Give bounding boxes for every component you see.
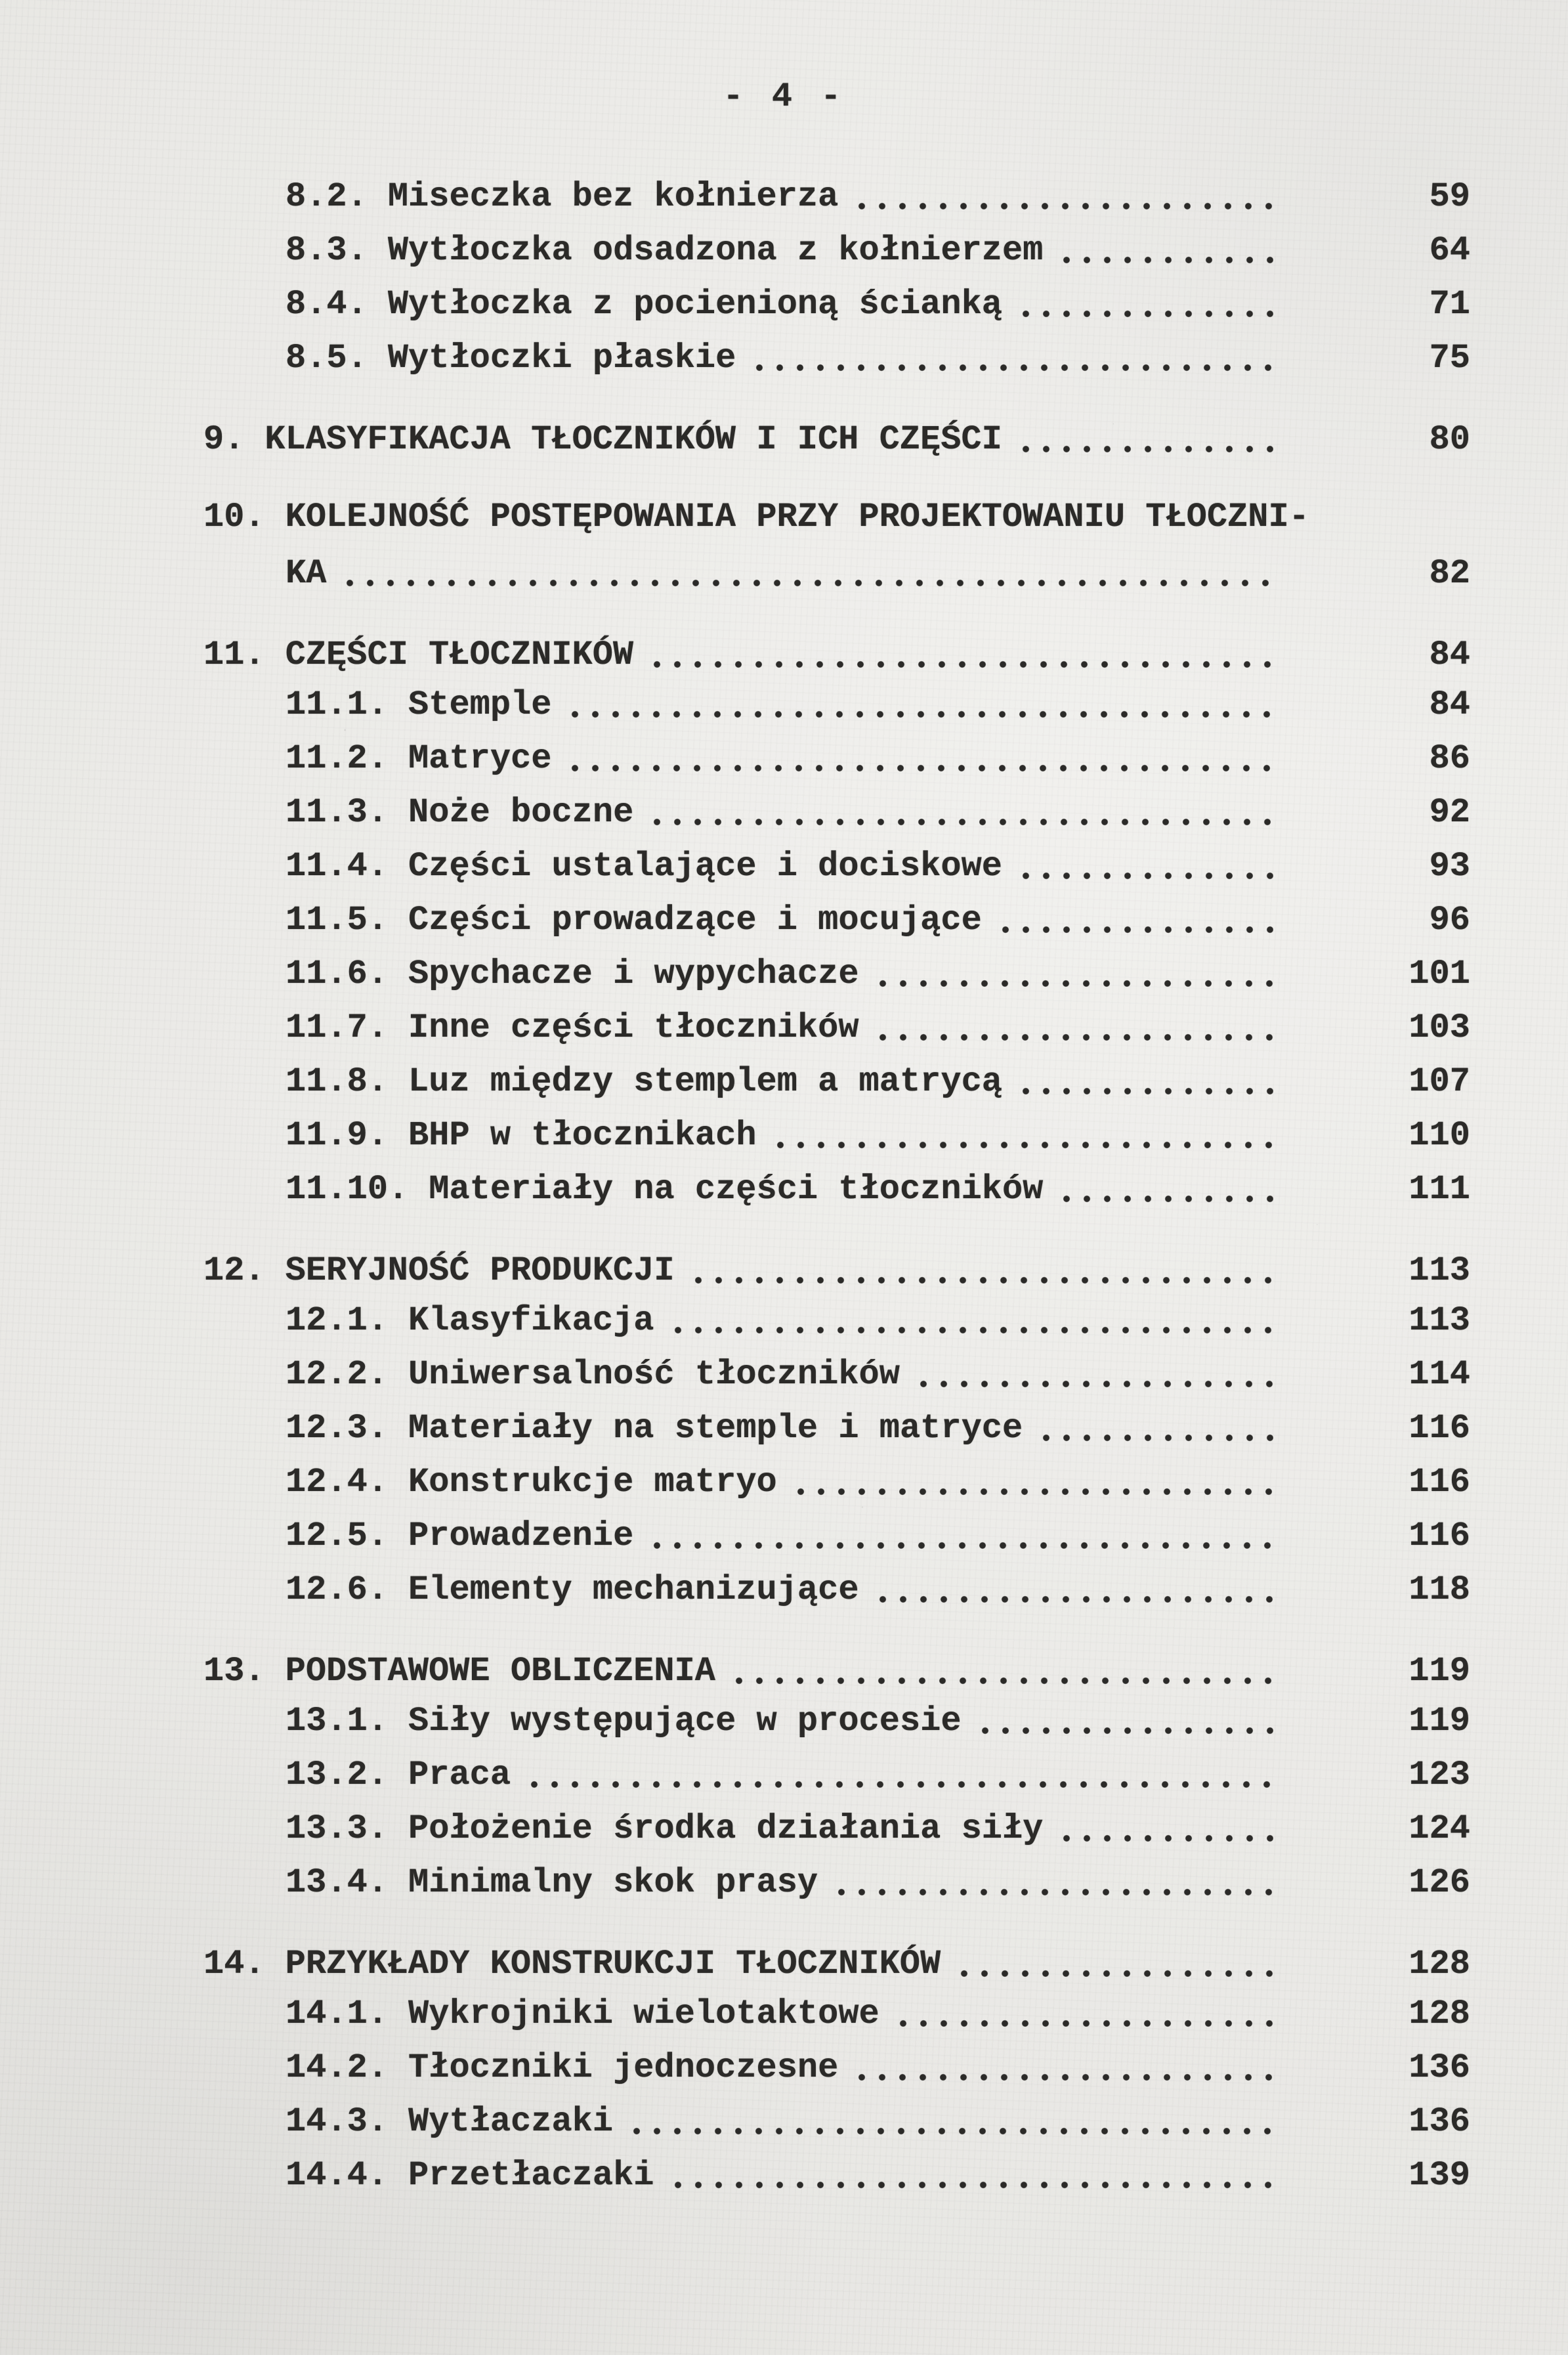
toc-entry-number: 12. bbox=[203, 1251, 265, 1290]
toc-row bbox=[0, 685, 1470, 725]
toc-entry-page-number: 96 bbox=[1429, 901, 1470, 940]
toc-entry-page-number: 126 bbox=[1409, 1863, 1470, 1902]
toc-row bbox=[0, 498, 1470, 537]
dot-leader bbox=[1041, 1433, 1273, 1444]
toc-row bbox=[0, 1756, 1470, 1795]
dot-leader bbox=[693, 1275, 1273, 1286]
toc-entry-title: Klasyfikacja bbox=[408, 1301, 654, 1340]
toc-entry-number: 8.4. bbox=[286, 285, 368, 324]
toc-entry-number: 11.7. bbox=[286, 1008, 389, 1047]
toc-row bbox=[0, 1463, 1470, 1502]
dot-leader bbox=[652, 659, 1273, 670]
toc-entry-number: 11.3. bbox=[286, 793, 389, 832]
dot-leader bbox=[1061, 255, 1273, 266]
toc-row bbox=[0, 1008, 1470, 1048]
dot-leader bbox=[878, 978, 1273, 989]
toc-entry-page-number: 93 bbox=[1429, 847, 1470, 886]
dot-leader bbox=[836, 1887, 1273, 1898]
dot-leader bbox=[1000, 924, 1273, 936]
toc-entry-title: Położenie środka działania siły bbox=[408, 1809, 1044, 1848]
toc-row bbox=[0, 554, 1470, 594]
toc-entry-title: SERYJNOŚĆ PRODUKCJI bbox=[285, 1251, 675, 1290]
toc-entry-title: Matryce bbox=[408, 739, 552, 778]
dot-leader bbox=[345, 578, 1273, 589]
toc-entry-title: Prowadzenie bbox=[408, 1517, 634, 1555]
toc-entry-number: 11.10. bbox=[286, 1170, 409, 1209]
toc-entry-page-number: 128 bbox=[1409, 1945, 1470, 1983]
toc-row bbox=[0, 1652, 1470, 1691]
toc-entry-number: 9. bbox=[203, 420, 245, 459]
toc-entry-title: Luz między stemplem a matrycą bbox=[408, 1062, 1002, 1101]
toc-entry-title: Konstrukcje matryo bbox=[408, 1463, 777, 1502]
dot-leader bbox=[754, 362, 1273, 374]
toc-entry-number: 12.6. bbox=[286, 1570, 389, 1609]
toc-entry-number: 8.5. bbox=[286, 339, 368, 378]
toc-entry-page-number: 110 bbox=[1409, 1116, 1470, 1155]
toc-entry-number: 14.4. bbox=[286, 2156, 389, 2195]
toc-entry-title: Wytłoczki płaskie bbox=[387, 339, 736, 378]
dot-leader bbox=[775, 1140, 1273, 1151]
toc-entry-page-number: 113 bbox=[1409, 1301, 1470, 1340]
toc-entry-title: CZĘŚCI TŁOCZNIKÓW bbox=[285, 636, 634, 674]
toc-entry-title: Miseczka bez kołnierza bbox=[387, 177, 839, 216]
toc-entry-number: 12.3. bbox=[286, 1409, 389, 1448]
toc-list bbox=[0, 177, 1568, 2210]
toc-row bbox=[0, 1863, 1470, 1903]
toc-entry-title: Minimalny skok prasy bbox=[408, 1863, 818, 1902]
toc-entry-page-number: 71 bbox=[1429, 285, 1470, 324]
dot-leader bbox=[898, 2018, 1273, 2029]
toc-entry-title: Wytłoczka odsadzona z kołnierzem bbox=[387, 231, 1044, 270]
toc-entry-title: BHP w tłocznikach bbox=[408, 1116, 757, 1155]
toc-entry-number: 13.3. bbox=[286, 1809, 389, 1848]
toc-entry-title: Uniwersalność tłoczników bbox=[408, 1355, 900, 1394]
toc-entry-page-number: 59 bbox=[1429, 177, 1470, 216]
page-number-header: - 4 - bbox=[723, 77, 845, 116]
toc-entry-title: Przetłaczaki bbox=[408, 2156, 654, 2195]
toc-row bbox=[0, 2048, 1470, 2088]
toc-row bbox=[0, 739, 1470, 779]
toc-entry-page-number: 128 bbox=[1409, 1995, 1470, 2033]
toc-entry-page-number: 116 bbox=[1409, 1517, 1470, 1555]
toc-entry-number: 14.1. bbox=[286, 1995, 389, 2033]
dot-leader bbox=[570, 709, 1273, 720]
dot-leader bbox=[673, 1325, 1274, 1336]
toc-entry-number: 12.5. bbox=[286, 1517, 389, 1555]
toc-entry-title: Wytłaczaki bbox=[408, 2102, 614, 2141]
toc-row bbox=[0, 1251, 1470, 1291]
dot-leader bbox=[1021, 309, 1273, 320]
toc-entry-title: PRZYKŁADY KONSTRUKCJI TŁOCZNIKÓW bbox=[285, 1945, 941, 1983]
toc-row bbox=[0, 793, 1470, 832]
toc-entry-page-number: 103 bbox=[1409, 1008, 1470, 1047]
toc-row bbox=[0, 1116, 1470, 1156]
toc-entry-page-number: 92 bbox=[1429, 793, 1470, 832]
toc-entry-number: 11.9. bbox=[286, 1116, 389, 1155]
toc-row bbox=[0, 177, 1470, 217]
toc-entry-page-number: 64 bbox=[1429, 231, 1470, 270]
toc-entry-page-number: 86 bbox=[1429, 739, 1470, 778]
toc-entry-page-number: 118 bbox=[1409, 1570, 1470, 1609]
toc-row bbox=[0, 1945, 1470, 1984]
toc-entry-number: 14.3. bbox=[286, 2102, 389, 2141]
toc-entry-title: Materiały na części tłoczników bbox=[429, 1170, 1044, 1209]
dot-leader bbox=[1021, 871, 1273, 882]
toc-row bbox=[0, 2102, 1470, 2142]
toc-entry-page-number: 124 bbox=[1409, 1809, 1470, 1848]
toc-entry-number: 11.1. bbox=[286, 685, 389, 724]
toc-entry-title: Materiały na stemple i matryce bbox=[408, 1409, 1023, 1448]
toc-row bbox=[0, 1170, 1470, 1209]
toc-entry-number: 11.6. bbox=[286, 955, 389, 993]
toc-row bbox=[0, 2156, 1470, 2195]
toc-row bbox=[0, 636, 1470, 675]
dot-leader bbox=[857, 201, 1273, 212]
toc-entry-number: 12.2. bbox=[286, 1355, 389, 1394]
toc-entry-page-number: 116 bbox=[1409, 1463, 1470, 1502]
dot-leader bbox=[959, 1968, 1273, 1979]
toc-entry-page-number: 123 bbox=[1409, 1756, 1470, 1794]
toc-entry-number: 8.2. bbox=[286, 177, 368, 216]
dot-leader bbox=[734, 1675, 1273, 1687]
toc-entry-page-number: 82 bbox=[1429, 554, 1470, 593]
dot-leader bbox=[1061, 1194, 1273, 1205]
toc-entry-number: 13.4. bbox=[286, 1863, 389, 1902]
toc-entry-title: KLASYFIKACJA TŁOCZNIKÓW I ICH CZĘŚCI bbox=[265, 420, 1002, 459]
toc-row bbox=[0, 1809, 1470, 1849]
dot-leader bbox=[795, 1486, 1273, 1498]
toc-entry-title: KA bbox=[286, 554, 327, 593]
toc-row bbox=[0, 955, 1470, 994]
toc-entry-page-number: 114 bbox=[1409, 1355, 1470, 1394]
toc-row bbox=[0, 847, 1470, 886]
toc-entry-page-number: 101 bbox=[1409, 955, 1470, 993]
toc-row bbox=[0, 1570, 1470, 1610]
toc-entry-number: 10. bbox=[203, 498, 265, 536]
toc-entry-number: 11.2. bbox=[286, 739, 389, 778]
toc-entry-title: Stemple bbox=[408, 685, 552, 724]
dot-leader bbox=[652, 817, 1273, 828]
toc-entry-title: Elementy mechanizujące bbox=[408, 1570, 859, 1609]
toc-entry-number: 11.4. bbox=[286, 847, 389, 886]
toc-row bbox=[0, 231, 1470, 270]
toc-entry-page-number: 111 bbox=[1409, 1170, 1470, 1209]
dot-leader bbox=[878, 1032, 1273, 1043]
toc-entry-page-number: 139 bbox=[1409, 2156, 1470, 2195]
toc-entry-number: 11.5. bbox=[286, 901, 389, 940]
toc-entry-title: KOLEJNOŚĆ POSTĘPOWANIA PRZY PROJEKTOWANIU TŁOCZNI- bbox=[285, 498, 1309, 536]
toc-entry-title: Inne części tłoczników bbox=[408, 1008, 859, 1047]
toc-entry-number: 13. bbox=[203, 1652, 265, 1691]
toc-row bbox=[0, 1355, 1470, 1394]
dot-leader bbox=[1021, 1086, 1273, 1097]
toc-entry-page-number: 84 bbox=[1429, 685, 1470, 724]
toc-entry-number: 14. bbox=[203, 1945, 265, 1983]
toc-row bbox=[0, 420, 1470, 460]
toc-entry-number: 13.1. bbox=[286, 1702, 389, 1740]
toc-entry-page-number: 119 bbox=[1409, 1702, 1470, 1740]
toc-entry-page-number: 136 bbox=[1409, 2102, 1470, 2141]
dot-leader bbox=[570, 763, 1273, 774]
dot-leader bbox=[980, 1725, 1273, 1737]
toc-entry-title: Wytłoczka z pocienioną ścianką bbox=[387, 285, 1002, 324]
toc-entry-page-number: 107 bbox=[1409, 1062, 1470, 1101]
toc-row bbox=[0, 1301, 1470, 1341]
dot-leader bbox=[652, 1540, 1273, 1551]
dot-leader bbox=[529, 1779, 1273, 1790]
toc-row bbox=[0, 339, 1470, 378]
dot-leader bbox=[918, 1379, 1273, 1390]
toc-row bbox=[0, 1062, 1470, 1102]
toc-row bbox=[0, 1517, 1470, 1556]
toc-entry-number: 12.4. bbox=[286, 1463, 389, 1502]
dot-leader bbox=[878, 1594, 1273, 1605]
toc-entry-title: Praca bbox=[408, 1756, 511, 1794]
dot-leader bbox=[857, 2072, 1273, 2083]
toc-entry-page-number: 80 bbox=[1429, 420, 1470, 459]
toc-entry-number: 14.2. bbox=[286, 2048, 389, 2087]
toc-row bbox=[0, 285, 1470, 324]
toc-entry-page-number: 75 bbox=[1429, 339, 1470, 378]
toc-entry-title: Siły występujące w procesie bbox=[408, 1702, 962, 1740]
toc-row bbox=[0, 901, 1470, 940]
toc-entry-page-number: 84 bbox=[1429, 636, 1470, 674]
toc-entry-page-number: 113 bbox=[1409, 1251, 1470, 1290]
toc-entry-title: PODSTAWOWE OBLICZENIA bbox=[285, 1652, 715, 1691]
toc-entry-number: 11.8. bbox=[286, 1062, 389, 1101]
dot-leader bbox=[673, 2180, 1274, 2191]
toc-entry-number: 11. bbox=[203, 636, 265, 674]
toc-entry-title: Części prowadzące i mocujące bbox=[408, 901, 982, 940]
toc-entry-page-number: 136 bbox=[1409, 2048, 1470, 2087]
toc-row bbox=[0, 1702, 1470, 1741]
dot-leader bbox=[1021, 444, 1273, 455]
toc-entry-page-number: 119 bbox=[1409, 1652, 1470, 1691]
toc-entry-number: 8.3. bbox=[286, 231, 368, 270]
toc-row bbox=[0, 1995, 1470, 2034]
toc-entry-title: Spychacze i wypychacze bbox=[408, 955, 859, 993]
toc-entry-number: 13.2. bbox=[286, 1756, 389, 1794]
toc-entry-title: Tłoczniki jednoczesne bbox=[408, 2048, 839, 2087]
toc-entry-title: Noże boczne bbox=[408, 793, 634, 832]
toc-entry-title: Wykrojniki wielotaktowe bbox=[408, 1995, 879, 2033]
toc-entry-number: 12.1. bbox=[286, 1301, 389, 1340]
dot-leader bbox=[1061, 1833, 1273, 1844]
dot-leader bbox=[631, 2126, 1273, 2137]
toc-entry-page-number: 116 bbox=[1409, 1409, 1470, 1448]
toc-entry-title: Części ustalające i dociskowe bbox=[408, 847, 1002, 886]
toc-row bbox=[0, 1409, 1470, 1448]
